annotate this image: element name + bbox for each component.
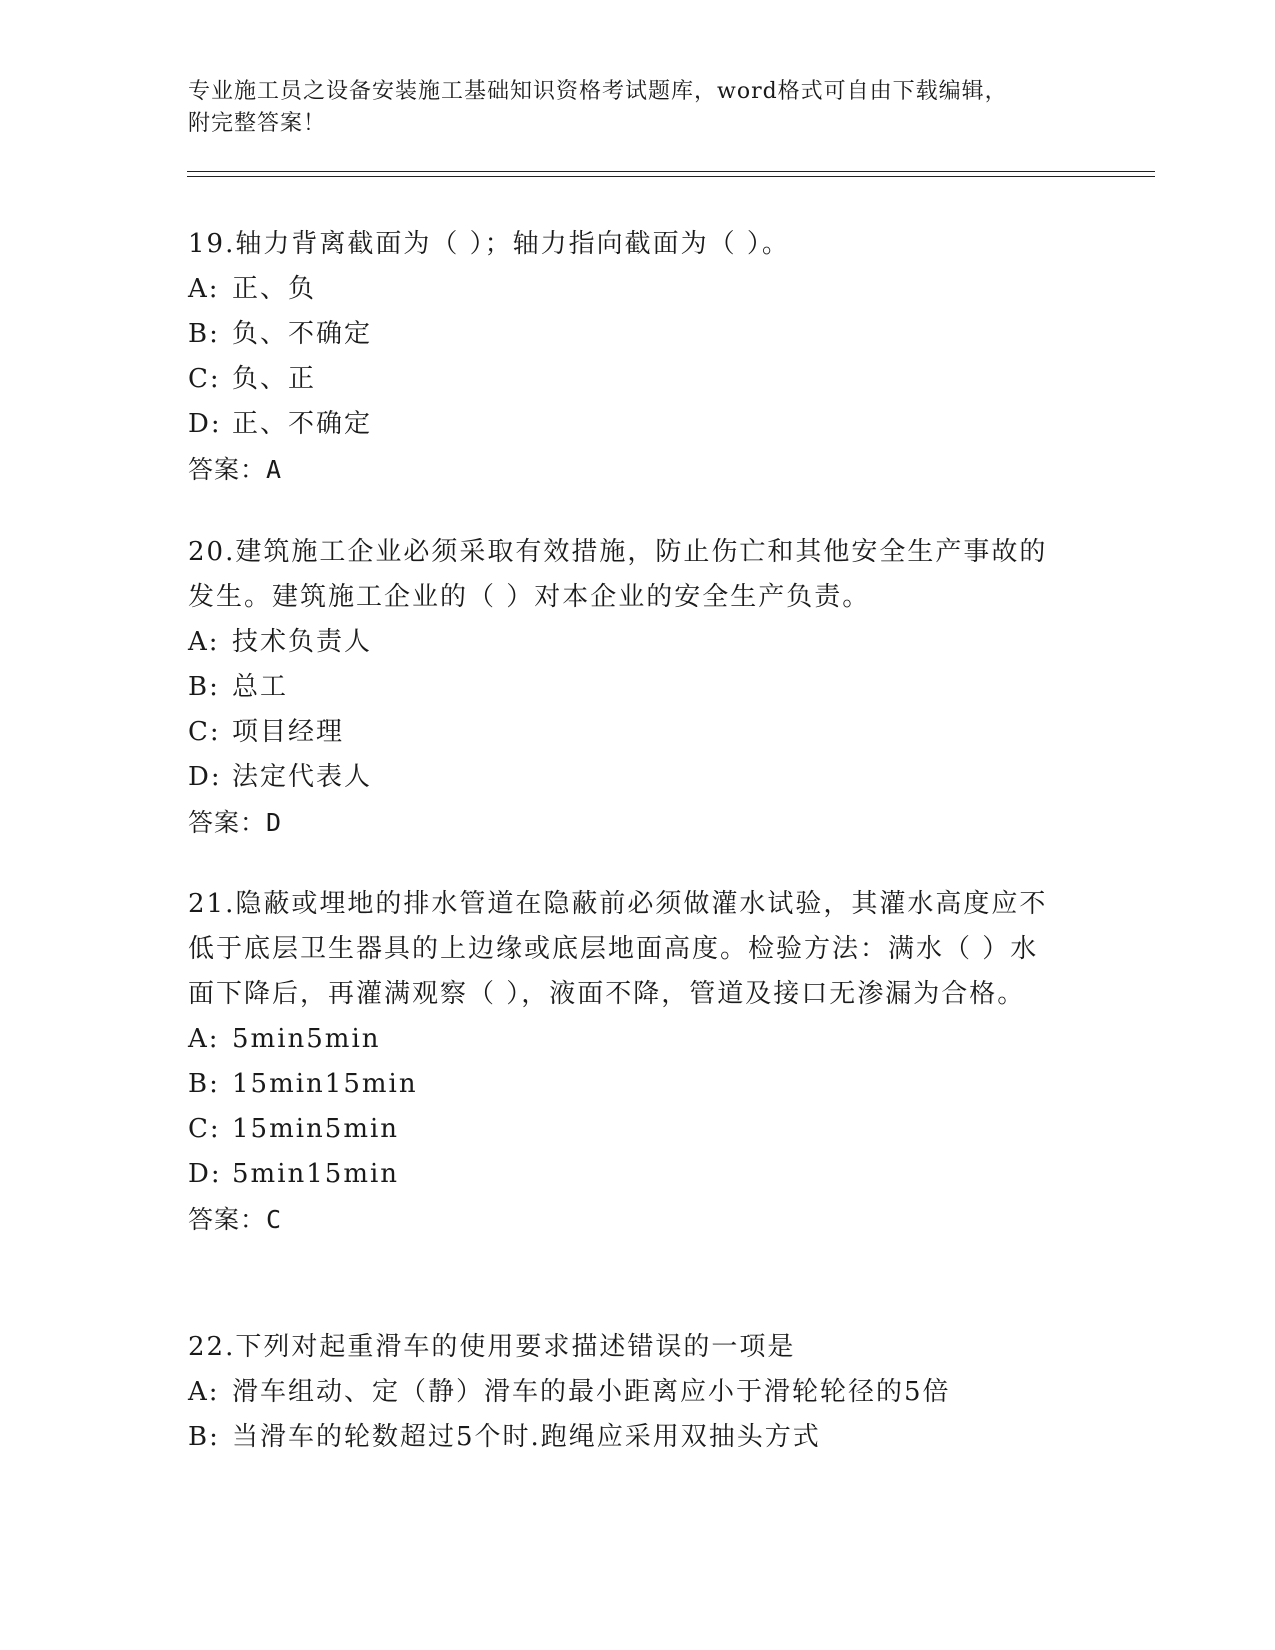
answer-value: A bbox=[266, 455, 283, 484]
header-line-2: 附完整答案！ bbox=[188, 111, 327, 136]
answer-value: D bbox=[266, 808, 283, 837]
option-a: A: 正、负 bbox=[188, 274, 317, 304]
option-d: D: 正、不确定 bbox=[188, 409, 373, 439]
question-stem: 面下降后，再灌满观察（ ），液面不降，管道及接口无渗漏为合格。 bbox=[188, 979, 1026, 1009]
option-c: C: 15min5min bbox=[188, 1114, 400, 1144]
option-a: A: 5min5min bbox=[188, 1024, 381, 1054]
answer-line: 答案：D bbox=[188, 808, 283, 837]
option-d: D: 法定代表人 bbox=[188, 762, 373, 792]
header-divider-bottom bbox=[187, 176, 1155, 177]
question-stem: 低于底层卫生器具的上边缘或底层地面高度。检验方法：满水（ ）水 bbox=[188, 934, 1039, 964]
question-stem: 发生。建筑施工企业的（ ）对本企业的安全生产负责。 bbox=[188, 582, 871, 612]
option-a: A: 技术负责人 bbox=[188, 627, 373, 657]
question-21 bbox=[188, 882, 1088, 1242]
option-d: D: 5min15min bbox=[188, 1159, 400, 1189]
question-19 bbox=[188, 222, 1088, 492]
header-divider-top bbox=[187, 171, 1155, 172]
header-line-1: 专业施工员之设备安装施工基础知识资格考试题库，word格式可自由下载编辑， bbox=[188, 79, 1008, 104]
option-b: B: 负、不确定 bbox=[188, 319, 373, 349]
option-b: B: 当滑车的轮数超过5个时.跑绳应采用双抽头方式 bbox=[188, 1422, 821, 1452]
question-20 bbox=[188, 530, 1088, 845]
document-header bbox=[188, 76, 1088, 140]
option-b: B: 15min15min bbox=[188, 1069, 418, 1099]
question-22 bbox=[188, 1325, 1088, 1460]
question-stem: 20.建筑施工企业必须采取有效措施，防止伤亡和其他安全生产事故的 bbox=[188, 537, 1048, 567]
option-c: C: 负、正 bbox=[188, 364, 317, 394]
answer-line: 答案：C bbox=[188, 1205, 283, 1234]
question-stem: 19.轴力背离截面为（ ）；轴力指向截面为（ ）。 bbox=[188, 229, 790, 259]
question-stem: 21.隐蔽或埋地的排水管道在隐蔽前必须做灌水试验，其灌水高度应不 bbox=[188, 889, 1048, 919]
option-c: C: 项目经理 bbox=[188, 717, 345, 747]
question-stem: 22.下列对起重滑车的使用要求描述错误的一项是 bbox=[188, 1332, 796, 1362]
option-b: B: 总工 bbox=[188, 672, 289, 702]
option-a: A: 滑车组动、定（静）滑车的最小距离应小于滑轮轮径的5倍 bbox=[188, 1377, 951, 1407]
answer-line: 答案：A bbox=[188, 455, 283, 484]
answer-value: C bbox=[266, 1205, 283, 1234]
